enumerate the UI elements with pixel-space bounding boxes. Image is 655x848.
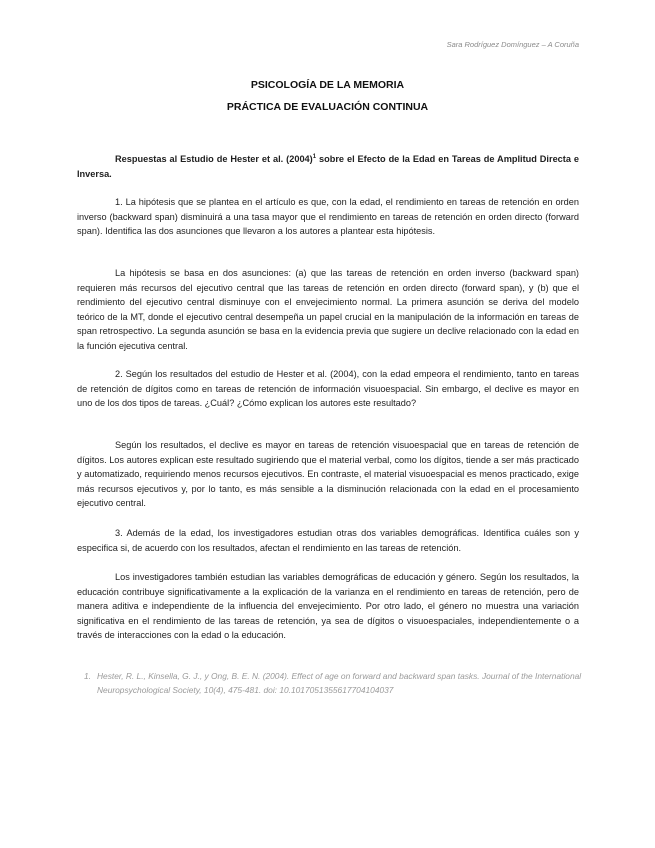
footnote [84,669,582,697]
question-1: 1. La hipótesis que se plantea en el artículo es que, con la edad, el rendimiento en tareas de retención en orden inverso (backward span) disminuirá a una tasa mayor que el rendimiento en tareas de retención en orden directo (forward span). Identifica las dos asunciones que llevaron a los autores a plantear esta hipótesis. [77,197,579,237]
document-subtitle: PRÁCTICA DE EVALUACIÓN CONTINUA [226,101,429,113]
page-header-author: Sara Rodríguez Domínguez – A Coruña [446,40,579,49]
document-title: PSICOLOGÍA DE LA MEMORIA [250,79,405,91]
answer-3: Los investigadores también estudian las variables demográficas de educación y género. Según los resultados, la educación contribuye significativamente a la explicación de la varianza en el rendimiento en tareas de retención, pero de manera aditiva e independiente de la influencia del envejecimiento. Por otro lado, el género no muestra una variación significativa en el rendimiento de las tareas de retención, ya sea de dígitos o visuoespaciales, independientemente o a través de interacciones con la edad o la educación. [77,572,579,641]
footnote-ref: 1 [312,153,317,160]
section-heading [77,152,579,181]
answer-1: La hipótesis se basa en dos asunciones: (a) que las tareas de retención en orden inverso (backward span) requieren más recursos del ejecutivo central que las tareas de retención en orden directo (forward span), y (b) que el rendimiento del ejecutivo central disminuye con el envejecimiento normal. La primera asunción se deriva del modelo teórico de la MT, donde el ejecutivo central desempeña un papel crucial en la manipulación de la información en tareas de span retrospectivo. La segunda asunción se basa en la evidencia previa que sugiere un declive relacionado con la edad en la función ejecutiva central. [77,268,579,351]
footnote-number: 1. [84,671,91,681]
section-heading-text-2: sobre el Efecto de la Edad en Tareas de Amplitud Directa e Inversa. [77,154,579,179]
question-3: 3. Además de la edad, los investigadores estudian otras dos variables demográficas. Identifica cuáles son y especifica si, de acuerdo con los resultados, afectan el rendimiento en las tareas de retención. [77,528,579,553]
section-heading-text: Respuestas al Estudio de Hester et al. (2004) [115,154,313,164]
answer-2: Según los resultados, el declive es mayor en tareas de retención visuoespacial que en tareas de retención de dígitos. Los autores explican este resultado sugiriendo que el material verbal, como los dígitos, tiende a ser más practicado y automatizado, requiriendo menos recursos ejecutivos. En contraste, el material visuoespacial es menos practicado, exige más recursos ejecutivos y, por lo tanto, es más sensible a la disminución relacionada con la edad en el procesamiento ejecutivo central. [77,440,579,509]
footnote-text: Hester, R. L., Kinsella, G. J., y Ong, B. E. N. (2004). Effect of age on forward and backward span tasks. Journal of the International Neuropsychological Society, 10(4), 475-481. doi: 10.1017051355617704104037 [97,671,582,695]
question-2: 2. Según los resultados del estudio de Hester et al. (2004), con la edad empeora el rendimiento, tanto en tareas de retención de dígitos como en tareas de retención de información visuoespacial. Sin embargo, el declive es mayor en uno de los dos tipos de tareas. ¿Cuál? ¿Cómo explican los autores este resultado? [77,369,579,409]
